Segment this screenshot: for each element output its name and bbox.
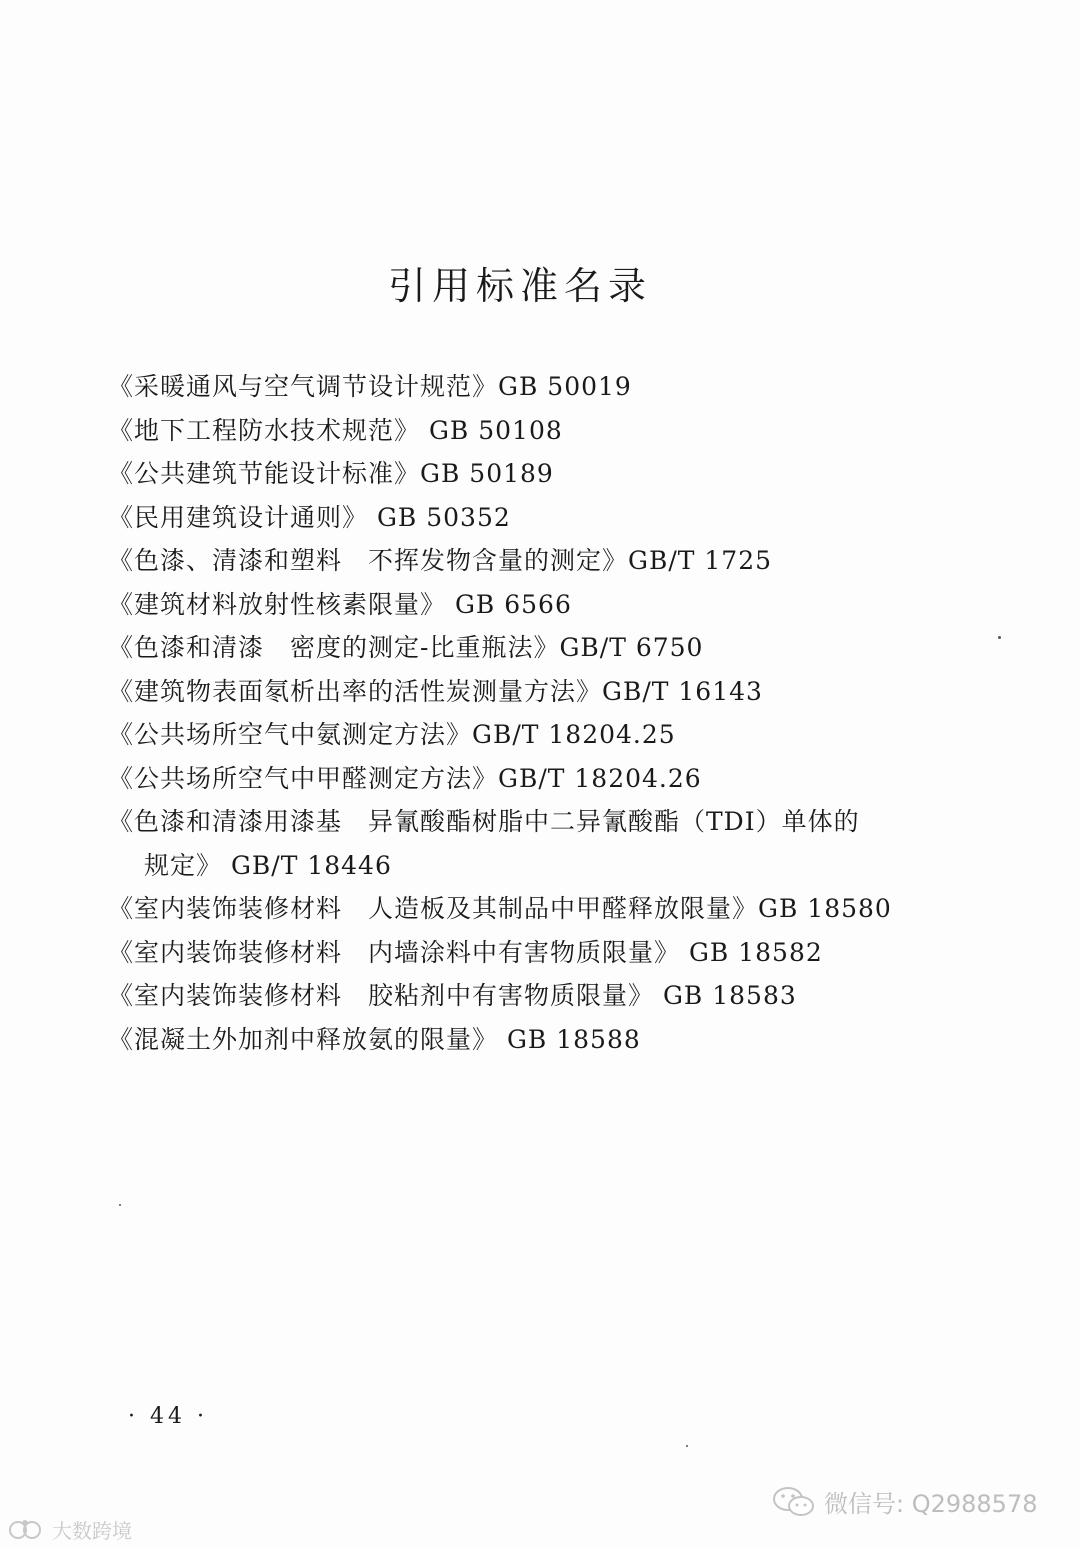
reference-item: 《地下工程防水技术规范》 GB 50108 bbox=[108, 415, 563, 445]
reference-line-2: 规定》 GB/T 18446 bbox=[144, 850, 392, 880]
brand-logo-icon bbox=[8, 1517, 48, 1543]
wechat-icon bbox=[772, 1485, 816, 1519]
reference-item: 《室内装饰装修材料 胶粘剂中有害物质限量》 GB 18583 bbox=[108, 981, 797, 1010]
wechat-id-text: 微信号: Q2988578 bbox=[824, 1490, 1038, 1518]
brand-watermark bbox=[8, 1515, 132, 1544]
reference-item: 《色漆和清漆 密度的测定-比重瓶法》GB/T 6750 bbox=[108, 633, 704, 662]
reference-item: 《混凝土外加剂中释放氨的限量》 GB 18588 bbox=[108, 1024, 641, 1054]
reference-item: 《建筑材料放射性核素限量》 GB 6566 bbox=[108, 589, 572, 619]
reference-line-1: 《色漆和清漆用漆基 异氰酸酯树脂中二异氰酸酯（TDI）单体的 bbox=[108, 807, 860, 836]
page-title: 引用标准名录 bbox=[387, 264, 652, 309]
reference-item: 《公共场所空气中氨测定方法》GB/T 18204.25 bbox=[108, 720, 676, 749]
scan-speck bbox=[998, 636, 1001, 639]
reference-item: 《建筑物表面氡析出率的活性炭测量方法》GB/T 16143 bbox=[108, 676, 763, 706]
reference-item: 《公共建筑节能设计标准》GB 50189 bbox=[108, 459, 554, 488]
reference-item-wrapped bbox=[108, 800, 968, 887]
reference-item: 《室内装饰装修材料 人造板及其制品中甲醛释放限量》GB 18580 bbox=[108, 894, 892, 923]
wechat-watermark bbox=[772, 1484, 1038, 1519]
reference-item: 《民用建筑设计通则》 GB 50352 bbox=[108, 502, 511, 532]
reference-list bbox=[108, 365, 968, 1061]
reference-item: 《色漆、清漆和塑料 不挥发物含量的测定》GB/T 1725 bbox=[108, 546, 773, 575]
page-number: · 44 · bbox=[128, 1404, 208, 1429]
scan-speck bbox=[119, 1204, 121, 1206]
reference-item: 《公共场所空气中甲醛测定方法》GB/T 18204.26 bbox=[108, 763, 702, 793]
scan-speck bbox=[686, 1445, 688, 1447]
brand-watermark-text: 大数跨境 bbox=[52, 1519, 132, 1543]
reference-item: 《采暖通风与空气调节设计规范》GB 50019 bbox=[108, 372, 632, 401]
reference-item: 《室内装饰装修材料 内墙涂料中有害物质限量》 GB 18582 bbox=[108, 937, 823, 967]
